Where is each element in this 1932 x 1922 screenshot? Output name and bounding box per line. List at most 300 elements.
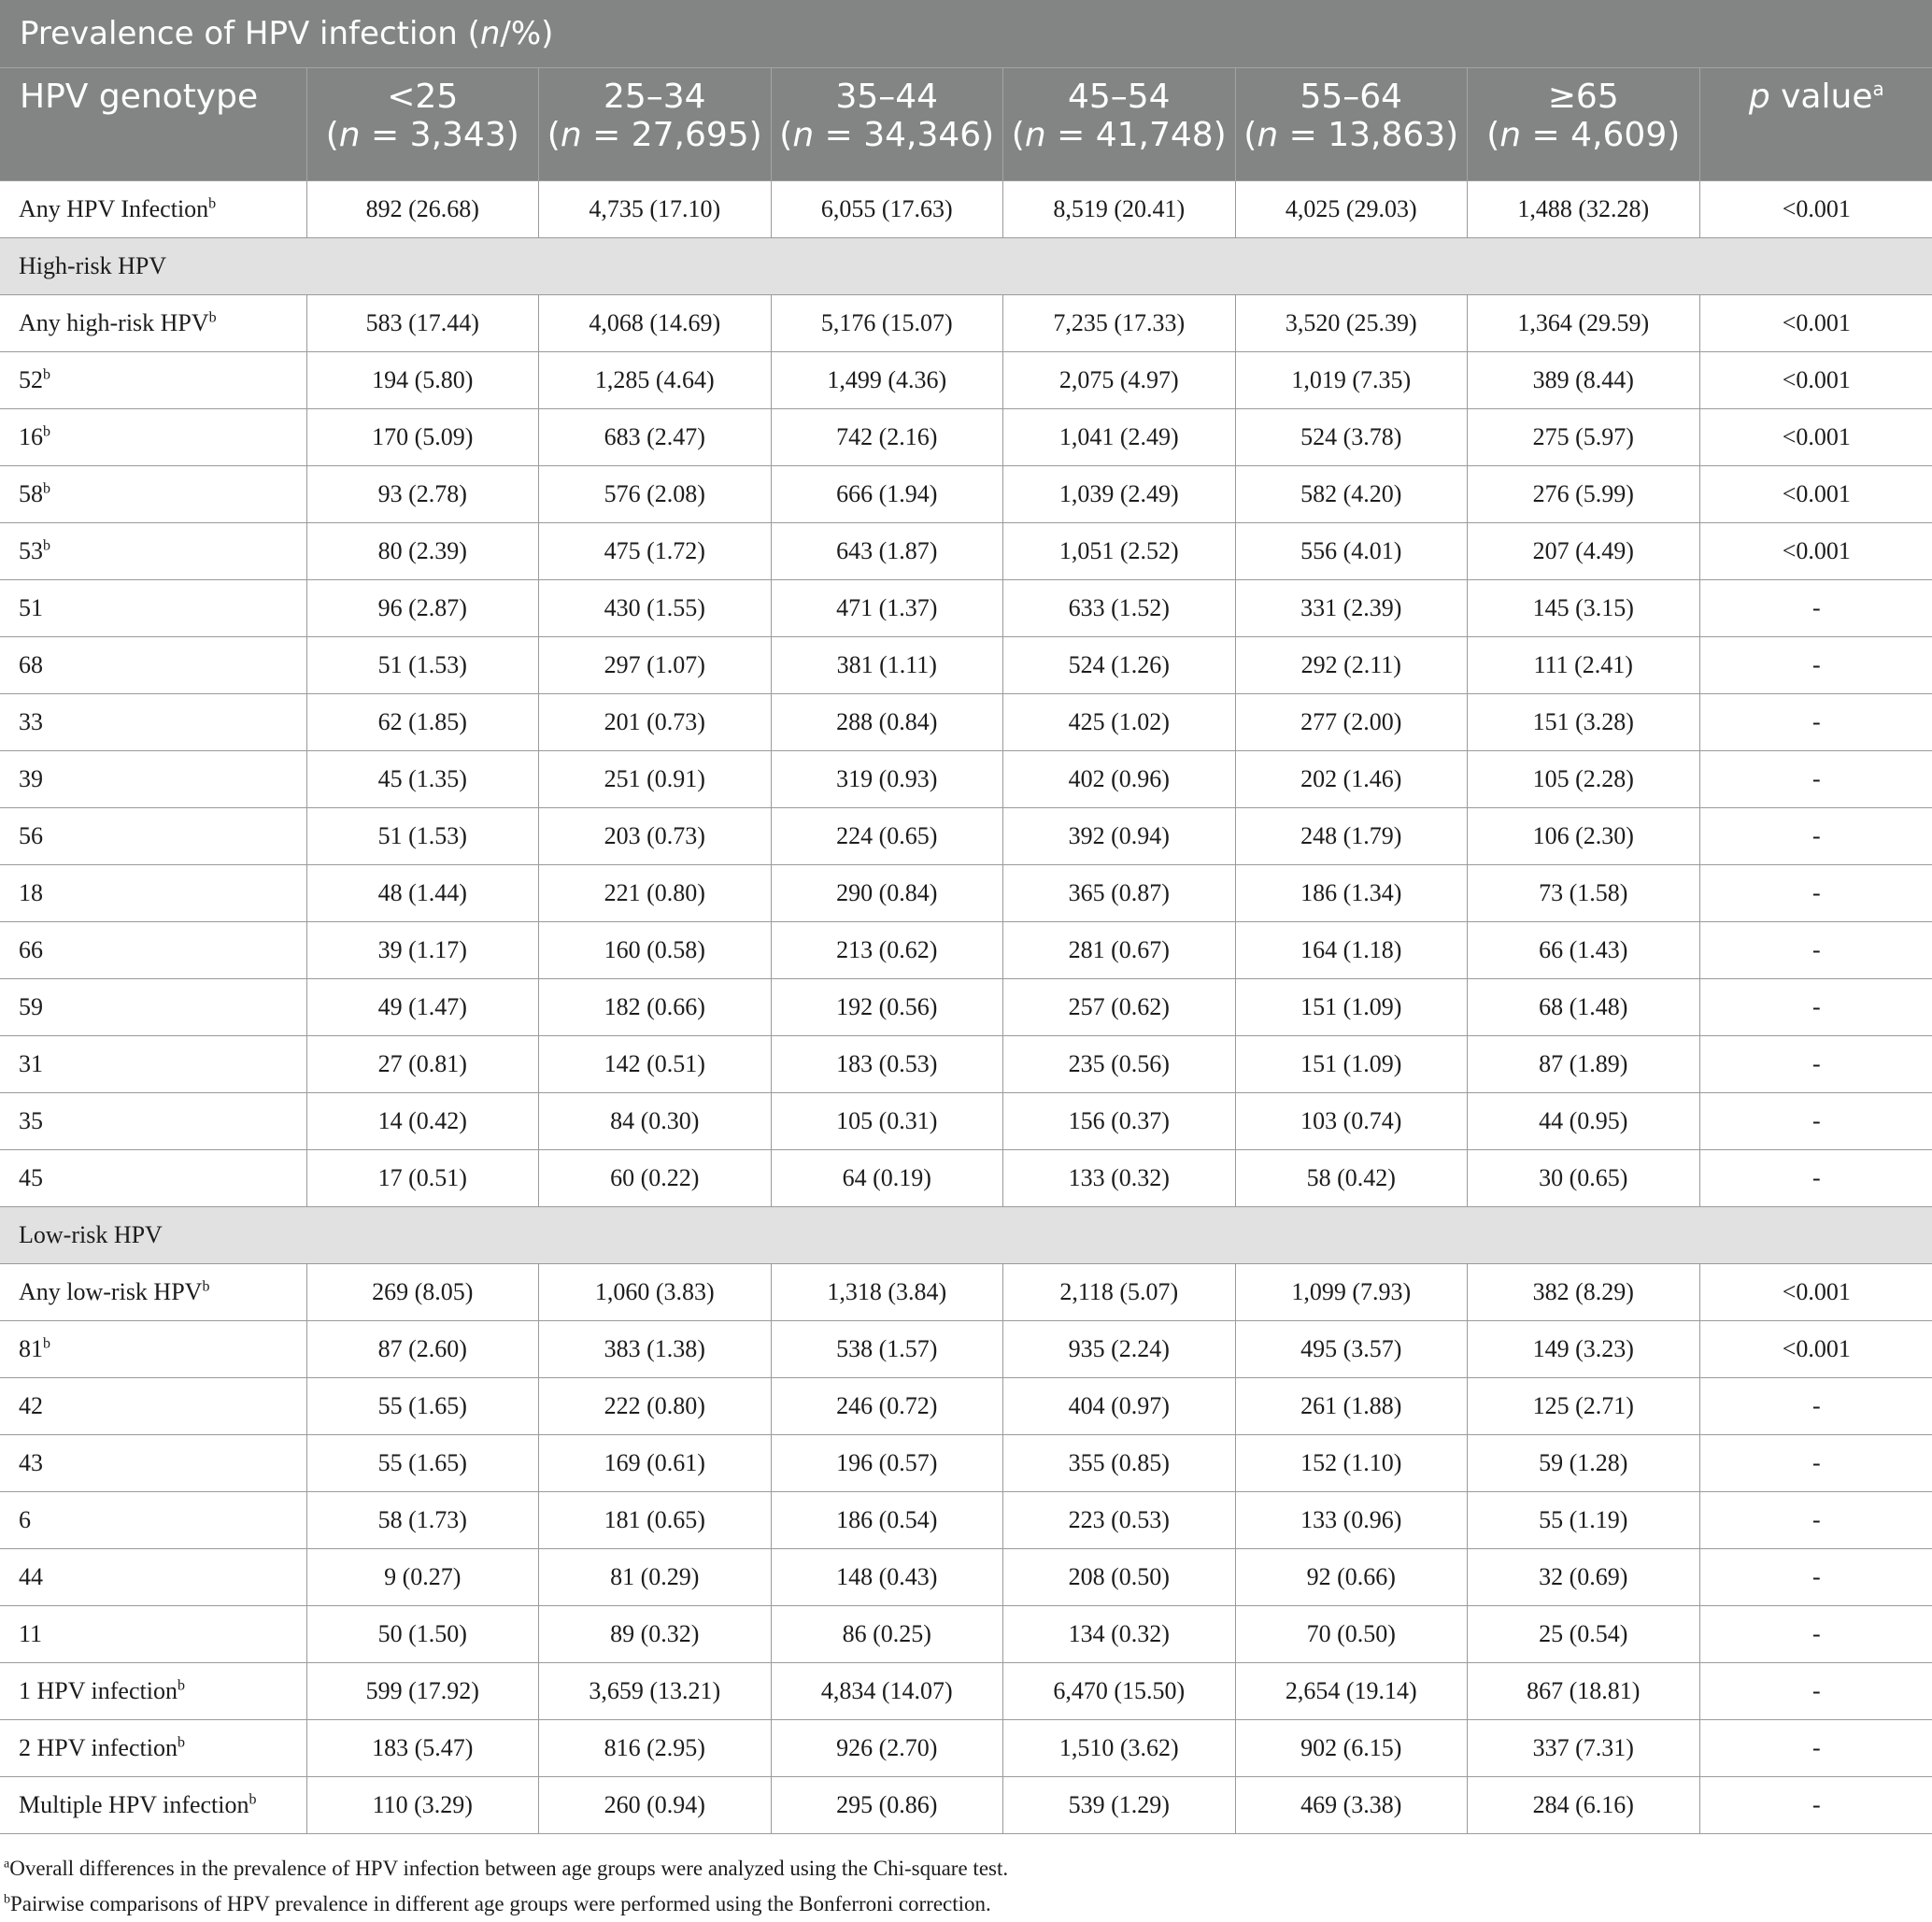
age-group-header	[539, 68, 772, 181]
count-cell: 469 (3.38)	[1235, 1777, 1468, 1834]
count-cell: 260 (0.94)	[539, 1777, 772, 1834]
row-label	[0, 1606, 306, 1663]
age-range: ≥65	[1468, 78, 1699, 116]
footnotes	[0, 1851, 1932, 1922]
footnote-mark: b	[178, 1677, 185, 1693]
p-value-cell: -	[1699, 865, 1932, 922]
count-cell: 892 (26.68)	[306, 181, 539, 238]
count-cell: 275 (5.97)	[1468, 409, 1700, 466]
genotype-header: HPV genotype	[0, 68, 306, 181]
count-cell: 182 (0.66)	[539, 979, 772, 1036]
count-cell: 1,039 (2.49)	[1003, 466, 1236, 523]
count-cell: 25 (0.54)	[1468, 1606, 1700, 1663]
age-range: 55–64	[1236, 78, 1468, 116]
table-row	[0, 1150, 1932, 1207]
footnote-mark: b	[4, 1892, 10, 1906]
row-label-text: 68	[19, 651, 43, 678]
row-label	[0, 523, 306, 580]
sample-size: (n = 4,609)	[1468, 116, 1699, 154]
p-value-cell: -	[1699, 808, 1932, 865]
count-cell: 269 (8.05)	[306, 1264, 539, 1321]
sample-size: (n = 41,748)	[1003, 116, 1235, 154]
row-label-text: 11	[19, 1620, 42, 1647]
count-cell: 151 (1.09)	[1235, 1036, 1468, 1093]
count-cell: 257 (0.62)	[1003, 979, 1236, 1036]
row-label-text: 42	[19, 1392, 43, 1419]
count-cell: 867 (18.81)	[1468, 1663, 1700, 1720]
p-value-cell: -	[1699, 694, 1932, 751]
table-title	[0, 0, 1932, 68]
p-value-cell: -	[1699, 1435, 1932, 1492]
row-label-text: 66	[19, 936, 43, 963]
age-group-header	[1003, 68, 1236, 181]
row-label	[0, 1663, 306, 1720]
footnote-mark: b	[249, 1791, 257, 1807]
count-cell: 32 (0.69)	[1468, 1549, 1700, 1606]
table-row	[0, 409, 1932, 466]
count-cell: 133 (0.96)	[1235, 1492, 1468, 1549]
count-cell: 538 (1.57)	[771, 1321, 1003, 1378]
count-cell: 183 (0.53)	[771, 1036, 1003, 1093]
count-cell: 125 (2.71)	[1468, 1378, 1700, 1435]
count-cell: 60 (0.22)	[539, 1150, 772, 1207]
p-value-cell: <0.001	[1699, 352, 1932, 409]
count-cell: 58 (0.42)	[1235, 1150, 1468, 1207]
count-cell: 201 (0.73)	[539, 694, 772, 751]
row-label-text: 18	[19, 879, 43, 906]
count-cell: 392 (0.94)	[1003, 808, 1236, 865]
count-cell: 170 (5.09)	[306, 409, 539, 466]
count-cell: 583 (17.44)	[306, 295, 539, 352]
count-cell: 683 (2.47)	[539, 409, 772, 466]
count-cell: 17 (0.51)	[306, 1150, 539, 1207]
count-cell: 3,520 (25.39)	[1235, 295, 1468, 352]
age-group-header	[306, 68, 539, 181]
count-cell: 66 (1.43)	[1468, 922, 1700, 979]
count-cell: 164 (1.18)	[1235, 922, 1468, 979]
row-label	[0, 409, 306, 466]
count-cell: 926 (2.70)	[771, 1720, 1003, 1777]
count-cell: 152 (1.10)	[1235, 1435, 1468, 1492]
footnote-mark: b	[43, 423, 50, 439]
count-cell: 6,055 (17.63)	[771, 181, 1003, 238]
p-value-cell: <0.001	[1699, 409, 1932, 466]
count-cell: 64 (0.19)	[771, 1150, 1003, 1207]
count-cell: 169 (0.61)	[539, 1435, 772, 1492]
count-cell: 319 (0.93)	[771, 751, 1003, 808]
column-header-row	[0, 68, 1932, 181]
count-cell: 59 (1.28)	[1468, 1435, 1700, 1492]
age-group-header	[1468, 68, 1700, 181]
count-cell: 106 (2.30)	[1468, 808, 1700, 865]
count-cell: 39 (1.17)	[306, 922, 539, 979]
sample-size: (n = 34,346)	[772, 116, 1003, 154]
count-cell: 495 (3.57)	[1235, 1321, 1468, 1378]
count-cell: 4,834 (14.07)	[771, 1663, 1003, 1720]
count-cell: 44 (0.95)	[1468, 1093, 1700, 1150]
count-cell: 50 (1.50)	[306, 1606, 539, 1663]
count-cell: 181 (0.65)	[539, 1492, 772, 1549]
count-cell: 7,235 (17.33)	[1003, 295, 1236, 352]
count-cell: 288 (0.84)	[771, 694, 1003, 751]
row-label-text: 6	[19, 1506, 31, 1533]
count-cell: 4,025 (29.03)	[1235, 181, 1468, 238]
count-cell: 8,519 (20.41)	[1003, 181, 1236, 238]
count-cell: 251 (0.91)	[539, 751, 772, 808]
footnote-mark: b	[209, 309, 217, 325]
p-value-cell: -	[1699, 637, 1932, 694]
count-cell: 1,364 (29.59)	[1468, 295, 1700, 352]
p-value-cell: <0.001	[1699, 295, 1932, 352]
footnote-mark: b	[178, 1734, 185, 1750]
table-row	[0, 1378, 1932, 1435]
table-row	[0, 637, 1932, 694]
table-row	[0, 1549, 1932, 1606]
count-cell: 224 (0.65)	[771, 808, 1003, 865]
count-cell: 599 (17.92)	[306, 1663, 539, 1720]
p-value-cell: -	[1699, 1777, 1932, 1834]
count-cell: 539 (1.29)	[1003, 1777, 1236, 1834]
count-cell: 295 (0.86)	[771, 1777, 1003, 1834]
table-row	[0, 580, 1932, 637]
count-cell: 383 (1.38)	[539, 1321, 772, 1378]
p-value-cell: -	[1699, 922, 1932, 979]
p-value-cell: -	[1699, 1093, 1932, 1150]
footnote-mark: a	[4, 1857, 9, 1871]
count-cell: 290 (0.84)	[771, 865, 1003, 922]
p-value-cell: <0.001	[1699, 181, 1932, 238]
p-value-cell: -	[1699, 1606, 1932, 1663]
count-cell: 425 (1.02)	[1003, 694, 1236, 751]
count-cell: 55 (1.65)	[306, 1378, 539, 1435]
count-cell: 194 (5.80)	[306, 352, 539, 409]
row-label	[0, 1264, 306, 1321]
age-range: 35–44	[772, 78, 1003, 116]
count-cell: 235 (0.56)	[1003, 1036, 1236, 1093]
row-label-text: Any high-risk HPV	[19, 309, 209, 336]
count-cell: 404 (0.97)	[1003, 1378, 1236, 1435]
age-group-header	[771, 68, 1003, 181]
count-cell: 633 (1.52)	[1003, 580, 1236, 637]
footnote-text: Pairwise comparisons of HPV prevalence in different age groups were performed using the Bonferroni correction.	[10, 1892, 991, 1915]
count-cell: 742 (2.16)	[771, 409, 1003, 466]
sample-size: (n = 3,343)	[307, 116, 539, 154]
row-label	[0, 979, 306, 1036]
table-row	[0, 865, 1932, 922]
count-cell: 292 (2.11)	[1235, 637, 1468, 694]
p-value-cell: -	[1699, 979, 1932, 1036]
row-label-text: 16	[19, 423, 43, 450]
count-cell: 222 (0.80)	[539, 1378, 772, 1435]
count-cell: 149 (3.23)	[1468, 1321, 1700, 1378]
count-cell: 151 (3.28)	[1468, 694, 1700, 751]
p-value-cell: -	[1699, 1036, 1932, 1093]
count-cell: 160 (0.58)	[539, 922, 772, 979]
count-cell: 221 (0.80)	[539, 865, 772, 922]
count-cell: 1,499 (4.36)	[771, 352, 1003, 409]
count-cell: 277 (2.00)	[1235, 694, 1468, 751]
row-label-text: 31	[19, 1050, 43, 1077]
row-label-text: 58	[19, 480, 43, 507]
footnote-mark: b	[43, 1335, 50, 1351]
table-row	[0, 1663, 1932, 1720]
row-label	[0, 352, 306, 409]
count-cell: 276 (5.99)	[1468, 466, 1700, 523]
count-cell: 55 (1.19)	[1468, 1492, 1700, 1549]
row-label-text: 39	[19, 765, 43, 792]
count-cell: 331 (2.39)	[1235, 580, 1468, 637]
p-value-cell: -	[1699, 1549, 1932, 1606]
row-label	[0, 865, 306, 922]
count-cell: 51 (1.53)	[306, 808, 539, 865]
table-row	[0, 1264, 1932, 1321]
count-cell: 4,735 (17.10)	[539, 181, 772, 238]
section-label: High-risk HPV	[0, 238, 1932, 295]
count-cell: 14 (0.42)	[306, 1093, 539, 1150]
table-row	[0, 1777, 1932, 1834]
count-cell: 51 (1.53)	[306, 637, 539, 694]
count-cell: 935 (2.24)	[1003, 1321, 1236, 1378]
count-cell: 111 (2.41)	[1468, 637, 1700, 694]
count-cell: 134 (0.32)	[1003, 1606, 1236, 1663]
row-label	[0, 1435, 306, 1492]
row-label	[0, 1492, 306, 1549]
row-label	[0, 466, 306, 523]
row-label-text: Any HPV Infection	[19, 195, 208, 222]
age-range: 45–54	[1003, 78, 1235, 116]
count-cell: 142 (0.51)	[539, 1036, 772, 1093]
count-cell: 4,068 (14.69)	[539, 295, 772, 352]
count-cell: 48 (1.44)	[306, 865, 539, 922]
row-label	[0, 1321, 306, 1378]
count-cell: 196 (0.57)	[771, 1435, 1003, 1492]
count-cell: 5,176 (15.07)	[771, 295, 1003, 352]
count-cell: 524 (3.78)	[1235, 409, 1468, 466]
row-label-text: 35	[19, 1107, 43, 1134]
count-cell: 202 (1.46)	[1235, 751, 1468, 808]
footnote	[0, 1886, 1932, 1922]
table-row	[0, 1606, 1932, 1663]
count-cell: 556 (4.01)	[1235, 523, 1468, 580]
count-cell: 86 (0.25)	[771, 1606, 1003, 1663]
row-label	[0, 1150, 306, 1207]
count-cell: 145 (3.15)	[1468, 580, 1700, 637]
table-row	[0, 1093, 1932, 1150]
count-cell: 192 (0.56)	[771, 979, 1003, 1036]
row-label-text: 1 HPV infection	[19, 1677, 178, 1704]
row-label	[0, 181, 306, 238]
count-cell: 93 (2.78)	[306, 466, 539, 523]
footnote-mark: a	[1872, 78, 1883, 100]
row-label-text: 59	[19, 993, 43, 1020]
count-cell: 1,510 (3.62)	[1003, 1720, 1236, 1777]
row-label	[0, 1036, 306, 1093]
footnote-mark: b	[43, 480, 50, 496]
p-value-cell: -	[1699, 1663, 1932, 1720]
count-cell: 381 (1.11)	[771, 637, 1003, 694]
count-cell: 213 (0.62)	[771, 922, 1003, 979]
count-cell: 1,488 (32.28)	[1468, 181, 1700, 238]
row-label	[0, 1378, 306, 1435]
count-cell: 9 (0.27)	[306, 1549, 539, 1606]
count-cell: 92 (0.66)	[1235, 1549, 1468, 1606]
row-label	[0, 694, 306, 751]
count-cell: 475 (1.72)	[539, 523, 772, 580]
count-cell: 6,470 (15.50)	[1003, 1663, 1236, 1720]
p-value-cell: -	[1699, 1492, 1932, 1549]
row-label-text: 56	[19, 822, 43, 849]
p-value-cell: <0.001	[1699, 523, 1932, 580]
count-cell: 2,118 (5.07)	[1003, 1264, 1236, 1321]
row-label	[0, 922, 306, 979]
p-value-cell: <0.001	[1699, 466, 1932, 523]
row-label-text: 53	[19, 537, 43, 564]
table-row	[0, 979, 1932, 1036]
sample-size: (n = 27,695)	[539, 116, 771, 154]
table-row	[0, 466, 1932, 523]
count-cell: 105 (2.28)	[1468, 751, 1700, 808]
count-cell: 1,099 (7.93)	[1235, 1264, 1468, 1321]
row-label	[0, 1549, 306, 1606]
count-cell: 1,318 (3.84)	[771, 1264, 1003, 1321]
table-row	[0, 352, 1932, 409]
table-title-row	[0, 0, 1932, 68]
count-cell: 582 (4.20)	[1235, 466, 1468, 523]
count-cell: 87 (1.89)	[1468, 1036, 1700, 1093]
table-row	[0, 181, 1932, 238]
table-row	[0, 694, 1932, 751]
count-cell: 103 (0.74)	[1235, 1093, 1468, 1150]
count-cell: 148 (0.43)	[771, 1549, 1003, 1606]
row-label-text: Any low-risk HPV	[19, 1278, 202, 1305]
row-label	[0, 580, 306, 637]
count-cell: 576 (2.08)	[539, 466, 772, 523]
row-label	[0, 1093, 306, 1150]
count-cell: 389 (8.44)	[1468, 352, 1700, 409]
table-row	[0, 922, 1932, 979]
count-cell: 68 (1.48)	[1468, 979, 1700, 1036]
count-cell: 471 (1.37)	[771, 580, 1003, 637]
row-label-text: 52	[19, 366, 43, 393]
count-cell: 223 (0.53)	[1003, 1492, 1236, 1549]
footnote-mark: b	[202, 1278, 209, 1294]
count-cell: 208 (0.50)	[1003, 1549, 1236, 1606]
count-cell: 80 (2.39)	[306, 523, 539, 580]
p-value-cell: -	[1699, 1378, 1932, 1435]
p-value-cell: <0.001	[1699, 1321, 1932, 1378]
age-range: 25–34	[539, 78, 771, 116]
row-label-text: 44	[19, 1563, 43, 1590]
table-row	[0, 523, 1932, 580]
count-cell: 1,051 (2.52)	[1003, 523, 1236, 580]
count-cell: 62 (1.85)	[306, 694, 539, 751]
count-cell: 105 (0.31)	[771, 1093, 1003, 1150]
table-row	[0, 1036, 1932, 1093]
p-value-cell: <0.001	[1699, 1264, 1932, 1321]
count-cell: 902 (6.15)	[1235, 1720, 1468, 1777]
row-label	[0, 808, 306, 865]
count-cell: 87 (2.60)	[306, 1321, 539, 1378]
row-label-text: Multiple HPV infection	[19, 1791, 249, 1818]
section-label: Low-risk HPV	[0, 1207, 1932, 1264]
p-value-cell: -	[1699, 1150, 1932, 1207]
section-row	[0, 1207, 1932, 1264]
count-cell: 430 (1.55)	[539, 580, 772, 637]
count-cell: 96 (2.87)	[306, 580, 539, 637]
p-value-cell: -	[1699, 751, 1932, 808]
count-cell: 261 (1.88)	[1235, 1378, 1468, 1435]
table-row	[0, 1321, 1932, 1378]
count-cell: 643 (1.87)	[771, 523, 1003, 580]
count-cell: 207 (4.49)	[1468, 523, 1700, 580]
row-label-text: 81	[19, 1335, 43, 1362]
count-cell: 110 (3.29)	[306, 1777, 539, 1834]
count-cell: 30 (0.65)	[1468, 1150, 1700, 1207]
table-row	[0, 751, 1932, 808]
count-cell: 524 (1.26)	[1003, 637, 1236, 694]
count-cell: 183 (5.47)	[306, 1720, 539, 1777]
table-row	[0, 1492, 1932, 1549]
count-cell: 3,659 (13.21)	[539, 1663, 772, 1720]
footnote	[0, 1851, 1932, 1886]
row-label-text: 43	[19, 1449, 43, 1476]
p-value-cell: -	[1699, 580, 1932, 637]
row-label	[0, 295, 306, 352]
age-range: <25	[307, 78, 539, 116]
row-label-text: 33	[19, 708, 43, 735]
count-cell: 1,060 (3.83)	[539, 1264, 772, 1321]
count-cell: 1,285 (4.64)	[539, 352, 772, 409]
count-cell: 666 (1.94)	[771, 466, 1003, 523]
p-value-text: p value	[1749, 78, 1873, 116]
sample-size: (n = 13,863)	[1236, 116, 1468, 154]
count-cell: 58 (1.73)	[306, 1492, 539, 1549]
count-cell: 246 (0.72)	[771, 1378, 1003, 1435]
table-title-text: Prevalence of HPV infection (n/%)	[20, 15, 553, 52]
footnote-mark: b	[208, 195, 216, 211]
count-cell: 151 (1.09)	[1235, 979, 1468, 1036]
count-cell: 365 (0.87)	[1003, 865, 1236, 922]
count-cell: 355 (0.85)	[1003, 1435, 1236, 1492]
count-cell: 402 (0.96)	[1003, 751, 1236, 808]
p-value-header	[1699, 68, 1932, 181]
footnote-mark: b	[43, 537, 50, 553]
count-cell: 2,654 (19.14)	[1235, 1663, 1468, 1720]
section-row	[0, 238, 1932, 295]
count-cell: 70 (0.50)	[1235, 1606, 1468, 1663]
row-label-text: 51	[19, 594, 43, 621]
footnote-mark: b	[43, 366, 50, 382]
count-cell: 248 (1.79)	[1235, 808, 1468, 865]
count-cell: 45 (1.35)	[306, 751, 539, 808]
footnote-text: Overall differences in the prevalence of HPV infection between age groups were analyzed using the Chi-square test.	[9, 1857, 1008, 1880]
count-cell: 186 (1.34)	[1235, 865, 1468, 922]
count-cell: 382 (8.29)	[1468, 1264, 1700, 1321]
table-row	[0, 295, 1932, 352]
count-cell: 89 (0.32)	[539, 1606, 772, 1663]
count-cell: 49 (1.47)	[306, 979, 539, 1036]
count-cell: 2,075 (4.97)	[1003, 352, 1236, 409]
count-cell: 84 (0.30)	[539, 1093, 772, 1150]
p-value-cell: -	[1699, 1720, 1932, 1777]
count-cell: 27 (0.81)	[306, 1036, 539, 1093]
row-label-text: 45	[19, 1164, 43, 1191]
count-cell: 816 (2.95)	[539, 1720, 772, 1777]
row-label	[0, 751, 306, 808]
row-label	[0, 1777, 306, 1834]
table-row	[0, 1435, 1932, 1492]
count-cell: 1,041 (2.49)	[1003, 409, 1236, 466]
